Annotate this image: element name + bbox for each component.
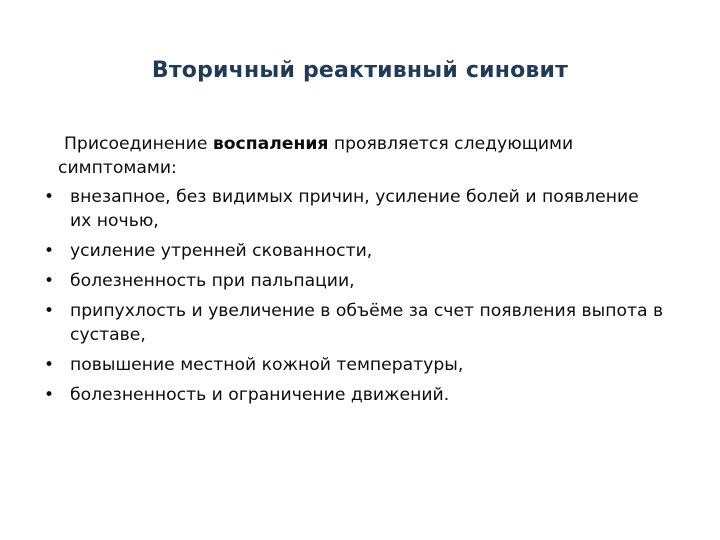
list-item-text: припухлость и увеличение в объёме за счет появления выпота в суставе, bbox=[70, 301, 664, 345]
slide-content bbox=[44, 132, 664, 413]
list-item bbox=[44, 353, 664, 377]
list-item-text: усиление утренней скованности, bbox=[70, 241, 373, 261]
list-item bbox=[44, 239, 664, 263]
list-item bbox=[44, 299, 664, 347]
list-item bbox=[44, 185, 664, 233]
list-item bbox=[44, 269, 664, 293]
bullet-icon: • bbox=[44, 241, 55, 261]
intro-paragraph bbox=[44, 132, 664, 180]
intro-continuation: симптомами: bbox=[58, 158, 177, 178]
list-item-text: болезненность и ограничение движений. bbox=[70, 385, 450, 405]
bullet-icon: • bbox=[44, 187, 55, 207]
intro-text-end: проявляется следующими bbox=[328, 134, 574, 154]
bullet-icon: • bbox=[44, 301, 55, 321]
list-item bbox=[44, 383, 664, 407]
slide-title: Вторичный реактивный синовит bbox=[151, 58, 569, 83]
intro-emphasis: воспаления bbox=[212, 134, 329, 154]
list-item-text: повышение местной кожной температуры, bbox=[70, 355, 464, 375]
bullet-icon: • bbox=[44, 271, 55, 291]
intro-text-start: Присоединение bbox=[64, 134, 213, 154]
list-item-text: болезненность при пальпации, bbox=[70, 271, 355, 291]
bullet-icon: • bbox=[44, 385, 55, 405]
bullet-icon: • bbox=[44, 355, 55, 375]
symptom-list bbox=[44, 185, 664, 407]
list-item-text: внезапное, без видимых причин, усиление болей и появление их ночью, bbox=[70, 187, 639, 231]
